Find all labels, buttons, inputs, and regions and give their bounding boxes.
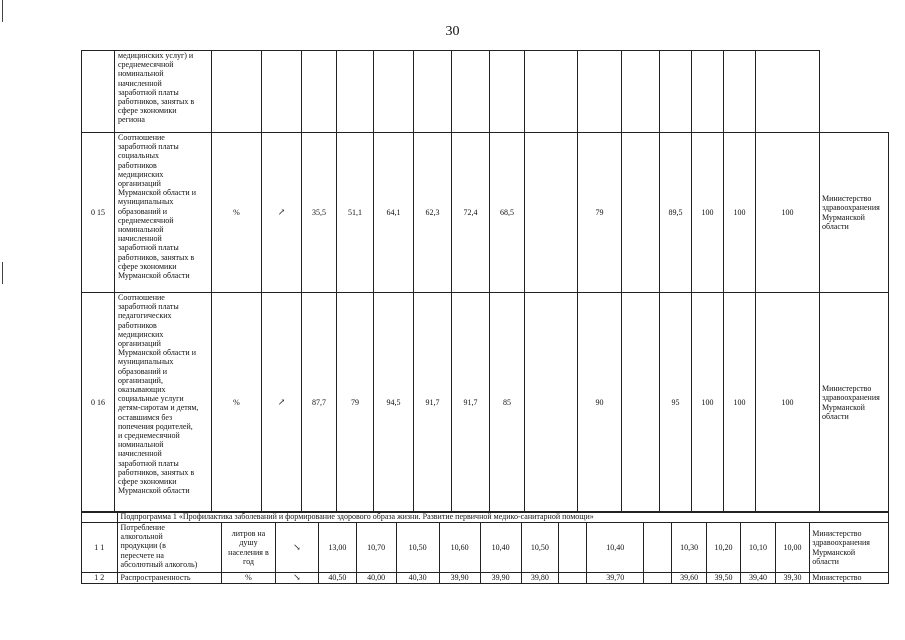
value-cell: 100 xyxy=(756,293,820,513)
value-cell: 100 xyxy=(692,293,724,513)
value-cell: 51,1 xyxy=(337,133,374,293)
value-cell: 91,7 xyxy=(414,293,452,513)
unit-cell xyxy=(212,51,262,133)
indicator-name: Распространенность xyxy=(117,573,222,584)
row-code: 0 16 xyxy=(82,293,115,513)
value-cell: 72,4 xyxy=(452,133,490,293)
value-cell: 91,7 xyxy=(452,293,490,513)
row-code xyxy=(82,51,115,133)
value-cell: 40,50 xyxy=(319,573,357,584)
unit-cell: % xyxy=(222,573,276,584)
table-row xyxy=(82,573,889,584)
value-cell: 39,90 xyxy=(439,573,480,584)
value-cell: 10,70 xyxy=(356,523,396,573)
indicators-table xyxy=(81,50,889,513)
value-cell: 39,40 xyxy=(741,573,775,584)
empty-cell xyxy=(525,293,578,513)
scan-mark xyxy=(2,262,3,284)
value-cell: 10,40 xyxy=(480,523,521,573)
value-cell xyxy=(374,51,414,133)
table-row xyxy=(82,51,889,133)
responsible-org: Министерство xyxy=(810,573,889,584)
empty-cell xyxy=(622,51,660,133)
trend-arrow-icon: ↘ xyxy=(275,573,318,584)
value-cell: 39,60 xyxy=(672,573,706,584)
value-cell: 79 xyxy=(578,133,622,293)
value-cell: 100 xyxy=(756,133,820,293)
table-row xyxy=(82,523,889,573)
page-number: 30 xyxy=(445,24,460,39)
table-row xyxy=(82,133,889,293)
empty-cell xyxy=(559,573,587,584)
value-cell xyxy=(578,51,622,133)
row-code: 1 2 xyxy=(82,573,118,584)
trend-arrow-icon: ↗ xyxy=(262,293,302,513)
value-cell: 39,80 xyxy=(521,573,559,584)
value-cell: 10,30 xyxy=(672,523,706,573)
value-cell xyxy=(337,51,374,133)
value-cell: 10,50 xyxy=(396,523,439,573)
value-cell: 40,00 xyxy=(356,573,396,584)
value-cell: 100 xyxy=(724,293,756,513)
value-cell xyxy=(490,51,525,133)
value-cell: 10,50 xyxy=(521,523,559,573)
scan-mark xyxy=(2,0,3,22)
empty-cell xyxy=(644,523,672,573)
indicator-name: медицинских услуг) и среднемесячной номинальной начисленной заработной платы работников, занятых в сфере экономики региона xyxy=(115,51,212,133)
value-cell: 90 xyxy=(578,293,622,513)
value-cell: 89,5 xyxy=(660,133,692,293)
value-cell: 100 xyxy=(692,133,724,293)
indicator-name: Потребление алкогольной продукции (в пересчете на абсолютный алкоголь) xyxy=(117,523,222,573)
value-cell: 85 xyxy=(490,293,525,513)
value-cell: 64,1 xyxy=(374,133,414,293)
unit-cell: литров на душу населения в год xyxy=(222,523,276,573)
value-cell: 94,5 xyxy=(374,293,414,513)
value-cell: 79 xyxy=(337,293,374,513)
indicator-name: Соотношение заработной платы педагогических работников медицинских организаций Мурманской области и муниципальных образований и организаций, оказывающих социальные услуги детям-сиротам и детям, оставшимся без попечения родителей, и среднемесячной номинальной начисленной заработной платы работников, занятых в сфере экономики Мурманской области xyxy=(115,293,212,513)
empty-cell xyxy=(644,573,672,584)
empty-cell xyxy=(525,51,578,133)
trend-arrow-icon xyxy=(262,51,302,133)
value-cell xyxy=(452,51,490,133)
value-cell: 95 xyxy=(660,293,692,513)
row-code: 0 15 xyxy=(82,133,115,293)
responsible-org: Министерство здравоохранения Мурманской области xyxy=(810,523,889,573)
value-cell: 35,5 xyxy=(302,133,337,293)
trend-arrow-icon: ↗ xyxy=(262,133,302,293)
table-row xyxy=(82,293,889,513)
value-cell: 13,00 xyxy=(319,523,357,573)
value-cell: 10,00 xyxy=(775,523,809,573)
value-cell: 39,50 xyxy=(706,573,740,584)
value-cell: 39,30 xyxy=(775,573,809,584)
unit-cell: % xyxy=(212,293,262,513)
subprogram-table xyxy=(81,511,889,584)
value-cell xyxy=(414,51,452,133)
empty-cell xyxy=(559,523,587,573)
responsible-org: Министерство здравоохранения Мурманской области xyxy=(820,133,889,293)
empty-cell xyxy=(622,293,660,513)
indicator-name: Соотношение заработной платы социальных работников медицинских организаций Мурманской области и муниципальных образований и среднемесячной номинальной начисленной заработной платы работников, занятых в сфере экономики Мурманской области xyxy=(115,133,212,293)
value-cell: 10,10 xyxy=(741,523,775,573)
value-cell: 40,30 xyxy=(396,573,439,584)
empty-cell xyxy=(525,133,578,293)
trend-arrow-icon: ↘ xyxy=(275,523,318,573)
value-cell xyxy=(724,51,756,133)
value-cell: 39,90 xyxy=(480,573,521,584)
unit-cell: % xyxy=(212,133,262,293)
responsible-org xyxy=(756,51,820,133)
value-cell: 100 xyxy=(724,133,756,293)
empty-cell xyxy=(82,512,118,523)
value-cell xyxy=(692,51,724,133)
subprogram-title: Подпрограмма 1 «Профилактика заболеваний и формирование здорового образа жизни. Развитие первичной медико-санитарной помощи» xyxy=(117,512,888,523)
value-cell: 10,60 xyxy=(439,523,480,573)
value-cell: 10,40 xyxy=(587,523,644,573)
responsible-org: Министерство здравоохранения Мурманской области xyxy=(820,293,889,513)
value-cell: 68,5 xyxy=(490,133,525,293)
value-cell xyxy=(302,51,337,133)
value-cell: 62,3 xyxy=(414,133,452,293)
value-cell: 39,70 xyxy=(587,573,644,584)
value-cell: 87,7 xyxy=(302,293,337,513)
subprogram-row xyxy=(82,512,889,523)
empty-cell xyxy=(622,133,660,293)
value-cell: 10,20 xyxy=(706,523,740,573)
value-cell xyxy=(660,51,692,133)
row-code: 1 1 xyxy=(82,523,118,573)
